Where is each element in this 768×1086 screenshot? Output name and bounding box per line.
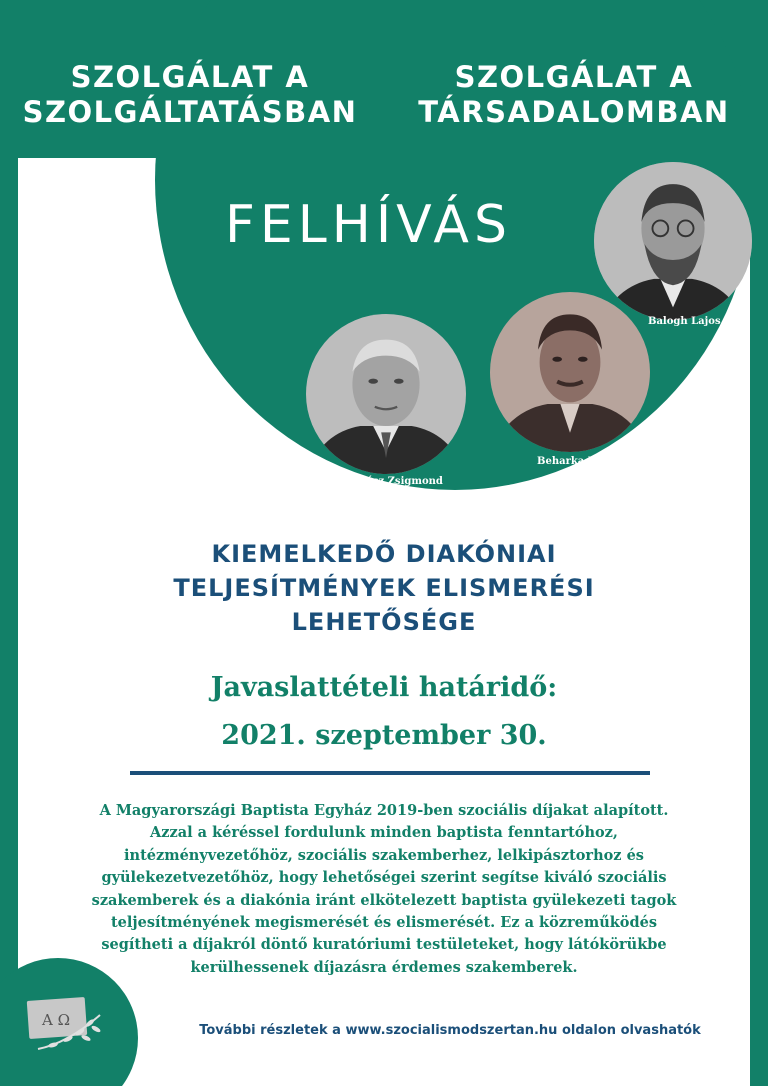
deadline-date: 2021. szeptember 30. [221, 720, 547, 751]
body-line: A Magyarországi Baptista Egyház 2019-ben szociális díjakat alapított. [99, 802, 669, 819]
subtitle-line3: LEHETŐSÉGE [291, 608, 477, 636]
footer-link-note: További részletek a www.szocialismodszertan.hu oldalon olvashatók [199, 1023, 701, 1038]
body-line: gyülekezetvezetőhöz, hogy lehetőségei szerint segítse kiváló szociális [101, 869, 667, 887]
body-paragraph [80, 800, 688, 979]
caption-revesz-zsigmond: Révész Zsigmond [346, 476, 443, 487]
header-left-line2: SZOLGÁLTATÁSBAN [22, 95, 358, 129]
body-line: teljesítményének megismerését és elismerését. Ez a közreműködés [110, 914, 658, 932]
portrait-balogh-lajos [594, 162, 752, 320]
header-right-line1: SZOLGÁLAT A [454, 60, 694, 94]
body-line: kerülhessenek díjazásra érdemes szakemberek. [190, 958, 578, 976]
logo-text: A Ω [41, 1011, 71, 1029]
body-line: intézményvezetőhöz, szociális szakemberhez, lelkipásztorhoz és [124, 846, 644, 864]
body-line: Azzal a kéréssel fordulunk minden baptista fenntartóhoz, [150, 824, 618, 842]
header-right-line2: TÁRSADALOMBAN [418, 95, 730, 129]
portrait-beharka-pal [490, 292, 650, 452]
subtitle [60, 537, 708, 639]
caption-beharka-pal: Beharka Pál [537, 456, 606, 467]
church-logo-icon [18, 985, 108, 1055]
header-right-title [396, 60, 752, 130]
header-left-line1: SZOLGÁLAT A [70, 60, 310, 94]
header-left-title [10, 60, 370, 130]
caption-balogh-lajos: Balogh Lajos [648, 316, 721, 327]
body-line: szakemberek és a diakónia iránt elkötelezett baptista gyülekezeti tagok [91, 891, 677, 909]
deadline-label: Javaslattételi határidő: [210, 672, 558, 703]
page-title: FELHÍVÁS [225, 195, 512, 255]
subtitle-line1: KIEMELKEDŐ DIAKÓNIAI [211, 540, 557, 568]
divider [130, 771, 650, 775]
portrait-revesz-zsigmond [306, 314, 466, 474]
body-line: segítheti a díjakról döntő kuratóriumi testületeket, hogy látókörükbe [101, 936, 667, 954]
subtitle-line2: TELJESÍTMÉNYEK ELISMERÉSI [173, 574, 595, 602]
